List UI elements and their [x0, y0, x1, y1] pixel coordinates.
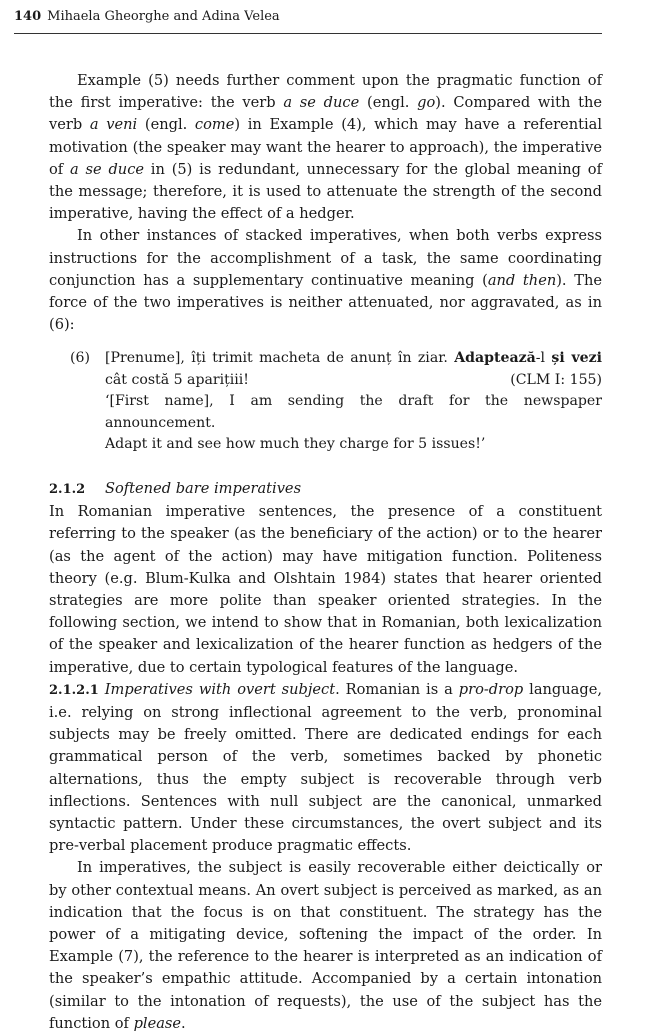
paragraph-overt-subject [49, 679, 602, 858]
page-number: 140 [14, 9, 42, 24]
bold-verb: Adaptează [454, 350, 536, 367]
bold-verb: și vezi [551, 350, 602, 367]
body-text [49, 70, 602, 1035]
text-run: -l [535, 350, 552, 367]
italic-term: a se duce [70, 160, 144, 178]
italic-term: pro-drop [458, 680, 524, 698]
subsection-number: 2.1.2.1 [49, 682, 99, 698]
section-heading-2-1-2 [49, 478, 602, 501]
text-run: . [181, 1014, 186, 1032]
italic-term: and then [487, 271, 557, 289]
text-run: . Romanian is a [335, 680, 459, 698]
italic-term: come [194, 116, 235, 134]
text-run: (engl. [137, 116, 195, 134]
italic-term: a veni [89, 116, 138, 134]
paragraph-softened-bare: In Romanian imperative sentences, the presence of a constituent referring to the speaker (as the beneficiary of the action) or to the hearer (as the agent of the action) may have mitigation function. Politeness theory (e.g. Blum-Kulka and Olshtain 1984) states that hearer oriented strategies are more polite than speaker oriented strategies. In the following section, we intend to show that in Romanian, both lexicalization of the speaker and lexicalization of the hearer function as hedgers of the imperative, due to certain typological features of the language. [49, 503, 602, 676]
text-run: ). The force of the two imperatives is neither attenuated, nor aggravated, as in (6): [49, 271, 602, 334]
italic-term: please [133, 1014, 182, 1032]
section-title: Softened bare imperatives [105, 479, 302, 497]
example-number: (6) [70, 350, 90, 367]
text-run: In other instances of stacked imperatives, when both verbs express instructions for the accomplishment of a task, the same coordinating conjunction has a supplementary continuative meaning ( [49, 227, 602, 289]
text-run: [Prenume], îți trimit macheta de anunț în ziar. [105, 350, 455, 367]
text-run: cât costă 5 aparițiii! [105, 371, 249, 388]
running-head [14, 8, 602, 26]
text-run: in (5) is redundant, unnecessary for the global meaning of the message; therefore, it is used to attenuate the strength of the second imperative, having the effect of a hedger. [49, 160, 602, 223]
example-citation: (CLM I: 155) [510, 371, 602, 388]
example-gloss-line-2: Adapt it and see how much they charge for 5 issues!’ [105, 436, 486, 453]
paragraph-imperative-subject [49, 857, 602, 1035]
italic-term: a se duce [283, 94, 360, 112]
text-run: In imperatives, the subject is easily recoverable either deictically or by other contextual means. An overt subject is perceived as marked, as an indication that the focus is on that constituent. The strategy has the power of a mitigating device, softening the impact of the order. In Example (7), the reference to the hearer is interpreted as an indication of the speaker’s empathic attitude. Accompanied by a certain intonation (similar to the intonation of requests), the use of the subject has the function of [49, 859, 602, 1032]
text-run: ) in Example (4), which may have a referential motivation (the speaker may want the hearer to approach), the imperative of [49, 116, 602, 178]
text-run: Example (5) needs further comment upon the pragmatic function of the first imperative: the verb [49, 72, 602, 112]
text-run: language, i.e. relying on strong inflectional agreement to the verb, pronominal subjects may be freely omitted. There are dedicated endings for each grammatical person of the verb, sometimes backed by phonetic alternations, thus the empty subject is recoverable through verb inflections. Sentences with null subject are the canonical, unmarked syntactic pattern. Under these circumstances, the overt subject and its pre-verbal placement produce pragmatic effects. [49, 680, 602, 855]
text-run: ). Compared with the verb [49, 94, 603, 134]
example-6 [49, 348, 602, 456]
paragraph-example5-comment [49, 70, 602, 225]
example-gloss-line-1: ‘[First name], I am sending the draft for the newspaper announcement. [105, 393, 602, 431]
paragraph-stacked-imperatives [49, 225, 602, 336]
author-names: Mihaela Gheorghe and Adina Velea [47, 9, 280, 24]
subsection-title: Imperatives with overt subject [104, 680, 336, 698]
section-number: 2.1.2 [49, 481, 86, 497]
italic-term: go [417, 94, 436, 112]
header-rule [14, 33, 602, 34]
text-run: (engl. [359, 94, 418, 112]
